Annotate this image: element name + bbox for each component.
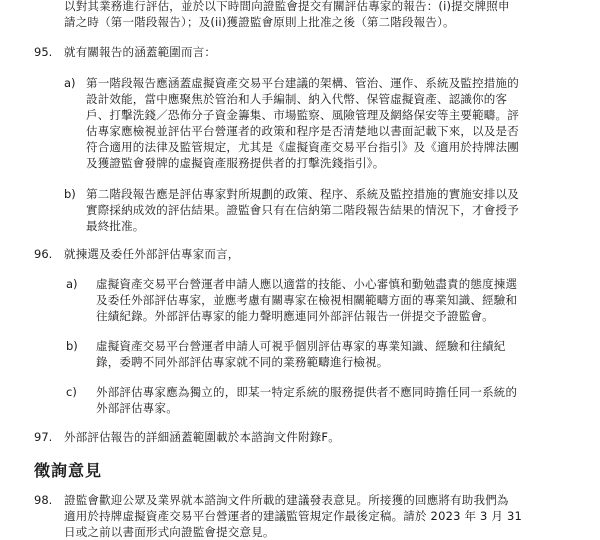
paragraph-98-line: 適用於持牌虛擬資產交易平台營運者的建議監管規定作最後定稿。請於 2023 年 3 月 31 — [64, 509, 522, 523]
item-96c-line: 外部評估專家應為獨立的，即某一特定系統的服務提供者不應同時擔任同一系統的 — [96, 385, 518, 399]
item-96b-line: 虛擬資產交易平台營運者申請人可視乎個別評估專家的專業知識、經驗和往績紀 — [96, 339, 506, 353]
item-95a-line: 第一階段報告應涵蓋虛擬資產交易平台建議的架構、管治、運作、系統及監控措施的 — [86, 76, 519, 90]
paragraph-98-line: 證監會歡迎公眾及業界就本諮詢文件所載的建議發表意見。所接獲的回應將有助我們為 — [64, 493, 509, 507]
item-95b-line: 第二階段報告應是評估專家對所規劃的政策、程序、系統及監控措施的實施安排以及 — [86, 187, 519, 201]
paragraph-number-97: 97. — [34, 430, 53, 444]
intro-line-1: 以對其業務進行評估，並於以下時間向證監會提交有關評估專家的報告：(i)提交牌照申 — [64, 0, 510, 13]
paragraph-96-lead: 就揀選及委任外部評估專家而言， — [64, 247, 240, 261]
item-96b-label: b) — [66, 339, 78, 353]
item-96a-line: 及委任外部評估專家，並應考慮有關專家在檢視相關範疇方面的專業知識、經驗和 — [96, 293, 518, 307]
item-96c-label: c) — [66, 385, 77, 399]
item-96a-label: a) — [66, 277, 78, 291]
section-heading: 徵詢意見 — [34, 461, 103, 480]
item-96c-line: 外部評估專家。 — [96, 401, 178, 415]
item-95a-label: a) — [64, 76, 76, 90]
paragraph-97-text: 外部評估報告的詳細涵蓋範圍載於本諮詢文件附錄F。 — [64, 430, 340, 444]
item-96b-line: 錄，委聘不同外部評估專家就不同的業務範疇進行檢視。 — [96, 355, 389, 369]
item-95a-line: 符合適用的法律及監管規定，尤其是《虛擬資產交易平台指引》及《適用於持牌法團 — [86, 140, 519, 154]
item-95a-line: 戶、打擊洗錢／恐佈分子資金籌集、市場監察、風險管理及網絡保安等主要範疇。評 — [86, 108, 519, 122]
paragraph-95-lead: 就有關報告的涵蓋範圍而言： — [64, 45, 217, 59]
item-96a-line: 往績紀錄。外部評估專家的能力聲明應連同外部評估報告一併提交予證監會。 — [96, 309, 494, 323]
item-95b-label: b) — [64, 187, 76, 201]
item-96a-line: 虛擬資產交易平台營運者申請人應以適當的技能、小心審慎和勤勉盡責的態度揀選 — [96, 277, 518, 291]
item-95b-line: 最終批准。 — [86, 219, 145, 233]
paragraph-number-98: 98. — [34, 493, 53, 507]
item-95a-line: 設計效能，當中應聚焦於管治和人手編制、納入代幣、保管虛擬資產、認識你的客 — [86, 92, 508, 106]
paragraph-number-95: 95. — [34, 45, 53, 59]
item-95a-line: 估專家應檢視並評估平台營運者的政策和程序是否清楚地以書面記載下來，以及是否 — [86, 124, 519, 138]
paragraph-number-96: 96. — [34, 247, 53, 261]
item-95a-line: 及獲證監會發牌的虛擬資產服務提供者的打擊洗錢指引》。 — [86, 156, 385, 170]
paragraph-98-line: 日或之前以書面形式向證監會提交意見。 — [64, 525, 275, 539]
item-95b-line: 實際採納成效的評估結果。證監會只有在信納第二階段報告結果的情況下，才會授予 — [86, 203, 519, 217]
intro-line-2: 請之時（第一階段報告）；及(ii)獲證監會原則上批准之後（第二階段報告）。 — [64, 15, 455, 29]
